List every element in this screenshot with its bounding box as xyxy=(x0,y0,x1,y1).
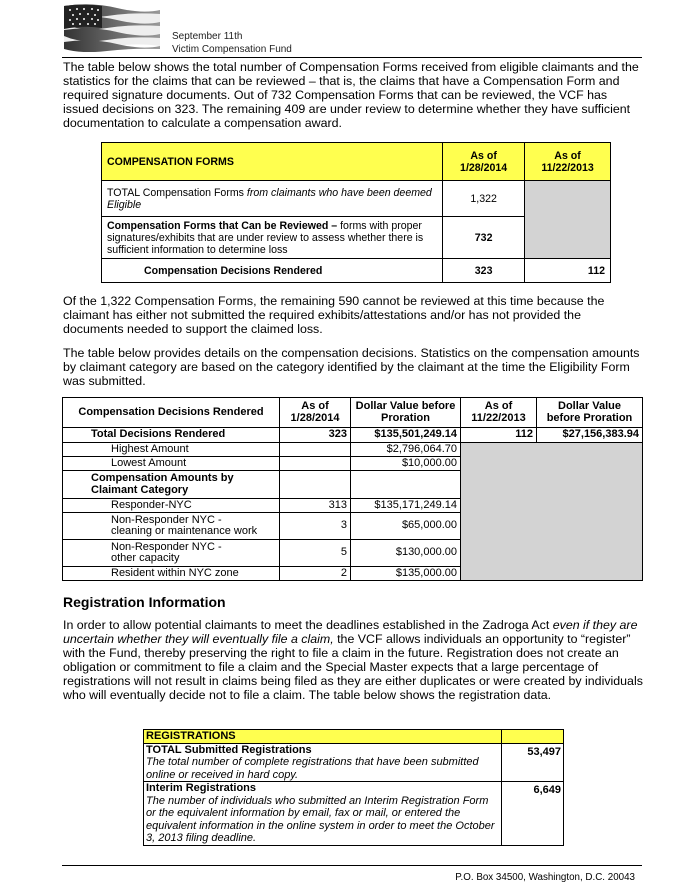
decisions-lowest-c2: $10,000.00 xyxy=(351,457,461,471)
empty-cell xyxy=(502,730,564,744)
table-header-row xyxy=(63,398,643,428)
forms-row-label xyxy=(102,181,443,217)
table-row xyxy=(144,743,564,782)
registration-row-desc: The number of individuals who submitted an Interim Registration Form or the equivalent information by email, fax or mail, or entered the equivalent information in the online system in order to meet the October 3, 2013 filing deadline. xyxy=(146,794,495,844)
table-header-row xyxy=(102,143,611,181)
forms-header-col2: As of 11/22/2013 xyxy=(525,143,611,181)
category-c1: 3 xyxy=(280,513,351,540)
decisions-table xyxy=(62,397,643,581)
decisions-category-label: Compensation Amounts by Claimant Category xyxy=(63,471,280,499)
registrations-table xyxy=(143,729,564,846)
registration-row-value: 53,497 xyxy=(502,743,564,782)
decisions-header-c3: As of 11/22/2013 xyxy=(461,398,537,428)
forms-row-col1: 732 xyxy=(443,217,525,259)
category-label xyxy=(63,540,280,567)
decisions-lowest-label: Lowest Amount xyxy=(63,457,280,471)
decisions-total-c4: $27,156,383.94 xyxy=(537,428,643,443)
forms-row-col2: 112 xyxy=(525,259,611,283)
category-label: Responder-NYC xyxy=(63,499,280,513)
table-row xyxy=(63,443,643,457)
registration-row-title: TOTAL Submitted Registrations xyxy=(146,743,312,756)
category-c1: 313 xyxy=(280,499,351,513)
forms-row-col1: 1,322 xyxy=(443,181,525,217)
category-c2: $135,171,249.14 xyxy=(351,499,461,513)
empty-cell xyxy=(280,457,351,471)
table-row xyxy=(144,782,564,846)
category-label: Resident within NYC zone xyxy=(63,567,280,581)
forms-header-col1: As of 1/28/2014 xyxy=(443,143,525,181)
category-label xyxy=(63,513,280,540)
registrations-header: REGISTRATIONS xyxy=(144,730,502,744)
footer-address: P.O. Box 34500, Washington, D.C. 20043 xyxy=(455,872,635,883)
fund-name xyxy=(172,30,292,56)
category-c1: 2 xyxy=(280,567,351,581)
decisions-total-c2: $135,501,249.14 xyxy=(351,428,461,443)
registration-row-text xyxy=(144,782,502,846)
forms-row-label-detail: forms with proper signatures/exhibits that are under review to assess whether there is sufficient information to determine loss xyxy=(107,219,424,256)
registration-row-desc: The total number of complete registrations that have been submitted online or received in hard copy. xyxy=(146,756,479,781)
category-c1: 5 xyxy=(280,540,351,567)
footer-rule xyxy=(62,865,642,866)
table-header-row xyxy=(144,730,564,744)
registration-paragraph xyxy=(63,618,643,702)
intro-paragraph: The table below shows the total number of Compensation Forms received from eligible claimants and the statistics for the claims that can be reviewed – that is, the claims that have a Compensation Form and required signature documents. Out of 732 Compensation Forms that can be reviewed, the VCF has issued decisions on 323. The remaining 409 are under review to determine whether they have sufficient documentation to calculate a compensation award. xyxy=(63,60,639,130)
forms-row-col1: 323 xyxy=(443,259,525,283)
paragraph-remaining: Of the 1,322 Compensation Forms, the remaining 590 cannot be reviewed at this time because the claimant has either not submitted the required exhibits/attestations and/or has not provided the documents needed to support the claimed loss. xyxy=(63,294,605,336)
registration-row-title: Interim Registrations xyxy=(146,782,257,794)
forms-header-label: COMPENSATION FORMS xyxy=(102,143,443,181)
decisions-highest-label: Highest Amount xyxy=(63,443,280,457)
decisions-total-c1: 323 xyxy=(280,428,351,443)
header-rule xyxy=(62,57,642,58)
forms-row-label xyxy=(102,217,443,259)
category-label-a: Non-Responder NYC - xyxy=(111,513,222,526)
decisions-header-c1: As of 1/28/2014 xyxy=(280,398,351,428)
category-label-b: cleaning or maintenance work xyxy=(111,525,258,537)
category-c2: $65,000.00 xyxy=(351,513,461,540)
decisions-header-c2: Dollar Value before Proration xyxy=(351,398,461,428)
forms-grey-cell xyxy=(525,181,611,259)
registration-paragraph-c: the VCF allows individuals an opportunity to “register” with the Fund, thereby preserving the right to file a claim in the future. Registration does not create an obligation or commitment to file a claim and the Special Master expects that a large percentage of registrations will not result in claims being filed as they are either duplicates or were created by individuals who will eventually decide not to file a claim. The table below shows the registration data. xyxy=(63,632,643,702)
registration-row-value: 6,649 xyxy=(502,782,564,846)
decisions-header-c4: Dollar Value before Proration xyxy=(537,398,643,428)
table-row xyxy=(102,181,611,217)
decisions-total-c3: 112 xyxy=(461,428,537,443)
american-flag-logo xyxy=(62,2,162,52)
category-label-b: other capacity xyxy=(111,552,180,564)
decisions-highest-c2: $2,796,064.70 xyxy=(351,443,461,457)
compensation-forms-table xyxy=(101,142,611,283)
registration-paragraph-b: even if they are uncertain whether they will eventually file a claim, xyxy=(63,618,638,646)
registration-paragraph-a: In order to allow potential claimants to meet the deadlines established in the Zadroga Act xyxy=(63,618,553,632)
decisions-total-label: Total Decisions Rendered xyxy=(63,428,280,443)
registration-row-text xyxy=(144,743,502,782)
decisions-grey-cell xyxy=(461,443,643,581)
registration-heading: Registration Information xyxy=(63,594,226,610)
forms-row-label-detail: from claimants who have been deemed Eligible xyxy=(107,186,432,211)
table-row xyxy=(63,428,643,443)
table-row xyxy=(102,259,611,283)
category-label-a: Non-Responder NYC - xyxy=(111,540,222,553)
decisions-header-label: Compensation Decisions Rendered xyxy=(63,398,280,428)
category-c2: $130,000.00 xyxy=(351,540,461,567)
fund-name-line2: Victim Compensation Fund xyxy=(172,44,292,55)
forms-row-label-main: TOTAL Compensation Forms xyxy=(107,186,247,199)
fund-name-line1: September 11th xyxy=(172,31,243,42)
forms-row-label-main: Compensation Forms that Can be Reviewed – xyxy=(107,219,338,232)
empty-cell xyxy=(280,443,351,457)
category-c2: $135,000.00 xyxy=(351,567,461,581)
empty-cell xyxy=(280,471,351,499)
forms-row-label: Compensation Decisions Rendered xyxy=(102,259,443,283)
paragraph-details: The table below provides details on the compensation decisions. Statistics on the compensation amounts by claimant category are based on the category identified by the claimant at the time the Eligibility Form was submitted. xyxy=(63,346,640,388)
empty-cell xyxy=(351,471,461,499)
